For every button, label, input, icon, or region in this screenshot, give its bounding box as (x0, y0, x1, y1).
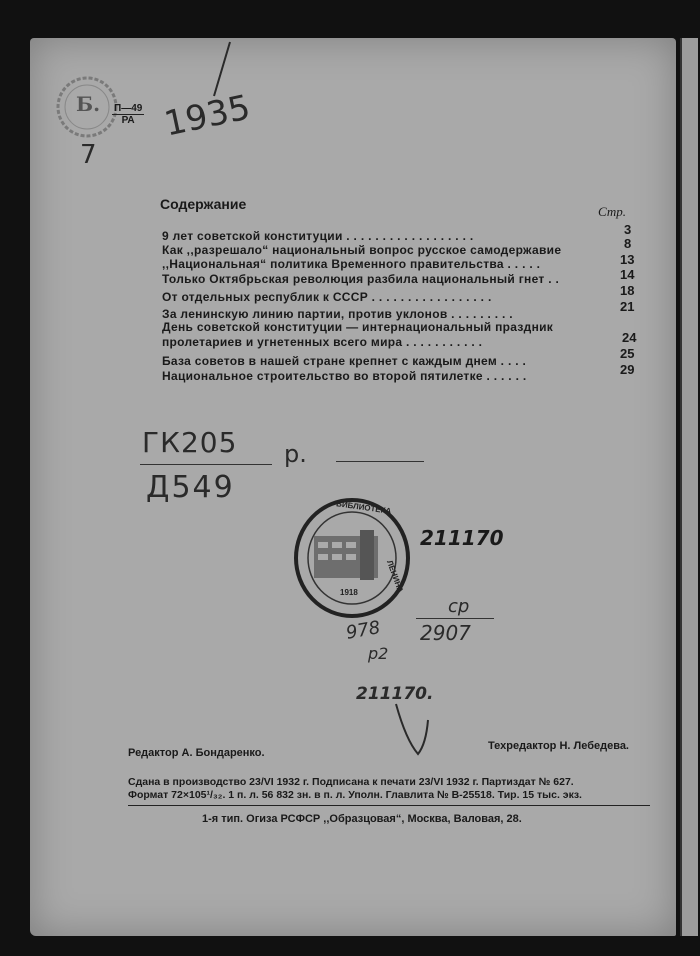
stamp-code-bottom: РА (121, 115, 135, 126)
toc-page-3: 13 (620, 252, 635, 267)
handwritten-year: 1935 (160, 87, 254, 145)
toc-item-9: База советов в нашей стране крепнет с каждым днем . . . . (162, 354, 527, 368)
page-edge (680, 38, 698, 936)
toc-page-8: 24 (622, 330, 637, 345)
year-stroke (208, 40, 238, 100)
toc-item-3: ,,Национальная“ политика Временного правительства . . . . . (162, 257, 541, 271)
library-stamp-text-top: БИБЛИОТЕКА (335, 499, 392, 516)
toc-item-5: От отдельных республик к СССР . . . . . . . . . . . . . . . . . (162, 290, 492, 304)
toc-page-9: 25 (620, 346, 635, 361)
stamp-code (112, 103, 144, 126)
shelf-mark-underline (140, 464, 272, 465)
toc-item-8: пролетариев и угнетенных всего мира . . . . . . . . . . . (162, 335, 483, 349)
toc-page-4: 14 (620, 267, 635, 282)
printer-line: 1-я тип. Огиза РСФСР ,,Образцовая“, Москва, Валовая, 28. (202, 813, 522, 825)
toc-item-10: Национальное строительство во второй пятилетке . . . . . . (162, 369, 527, 383)
toc-page-5: 18 (620, 283, 635, 298)
library-stamp-icon (292, 496, 416, 620)
imprint-rule (128, 805, 650, 806)
inventory-fraction-line (416, 618, 494, 619)
book-page (30, 38, 676, 936)
stamp-letter: Б. (76, 92, 101, 116)
toc-page-2: 8 (624, 236, 632, 251)
toc-item-2: Как ,,разрешало“ национальный вопрос русское самодержавие (162, 243, 562, 257)
toc-page-10: 29 (620, 362, 635, 377)
imprint-line-2: Формат 72×105¹/₃₂. 1 п. л. 56 832 зн. в п. л. Уполн. Главлита № В-25518. Тир. 15 тыс. экз. (128, 789, 582, 801)
toc-item-6: За ленинскую линию партии, против уклонов . . . . . . . . . (162, 307, 513, 321)
inventory-number-1: 211170 (420, 526, 504, 550)
tech-editor-credit: Техредактор Н. Лебедева. (488, 740, 629, 752)
inventory-number-3: 211170. (356, 684, 434, 704)
toc-item-4: Только Октябрьская революция разбила национальный гнет . . (162, 272, 560, 286)
imprint-line-1: Сдана в производство 23/VI 1932 г. Подписана к печати 23/VI 1932 г. Партиздат № 627. (128, 776, 574, 788)
library-stamp-text-side: ЛЕНИНА (384, 558, 406, 595)
inventory-misc-1: ср (448, 596, 470, 617)
library-stamp-year: 1918 (340, 588, 358, 597)
handwritten-check-mark (392, 700, 432, 760)
inventory-number-2: 2907 (420, 621, 471, 645)
toc-page-1: 3 (624, 222, 632, 237)
contents-title: Содержание (160, 196, 247, 212)
handwritten-seven: 7 (80, 140, 97, 170)
shelf-mark-blank-line (336, 461, 424, 462)
toc-page-6: 21 (620, 299, 635, 314)
editor-credit: Редактор А. Бондаренко. (128, 747, 265, 759)
toc-item-7: День советской конституции — интернациональный праздник (162, 320, 554, 334)
shelf-mark-suffix: р. (284, 440, 307, 468)
toc-item-1: 9 лет советской конституции . . . . . . . . . . . . . . . . . . (162, 229, 474, 243)
inventory-misc-3: р2 (368, 644, 389, 663)
inventory-misc-2: 978 (344, 617, 382, 644)
stamp-code-top: П—49 (114, 103, 143, 114)
shelf-mark-top: ГК205 (142, 426, 238, 459)
page-column-label: Стр. (598, 204, 626, 219)
shelf-mark-bottom: Д549 (146, 470, 235, 505)
